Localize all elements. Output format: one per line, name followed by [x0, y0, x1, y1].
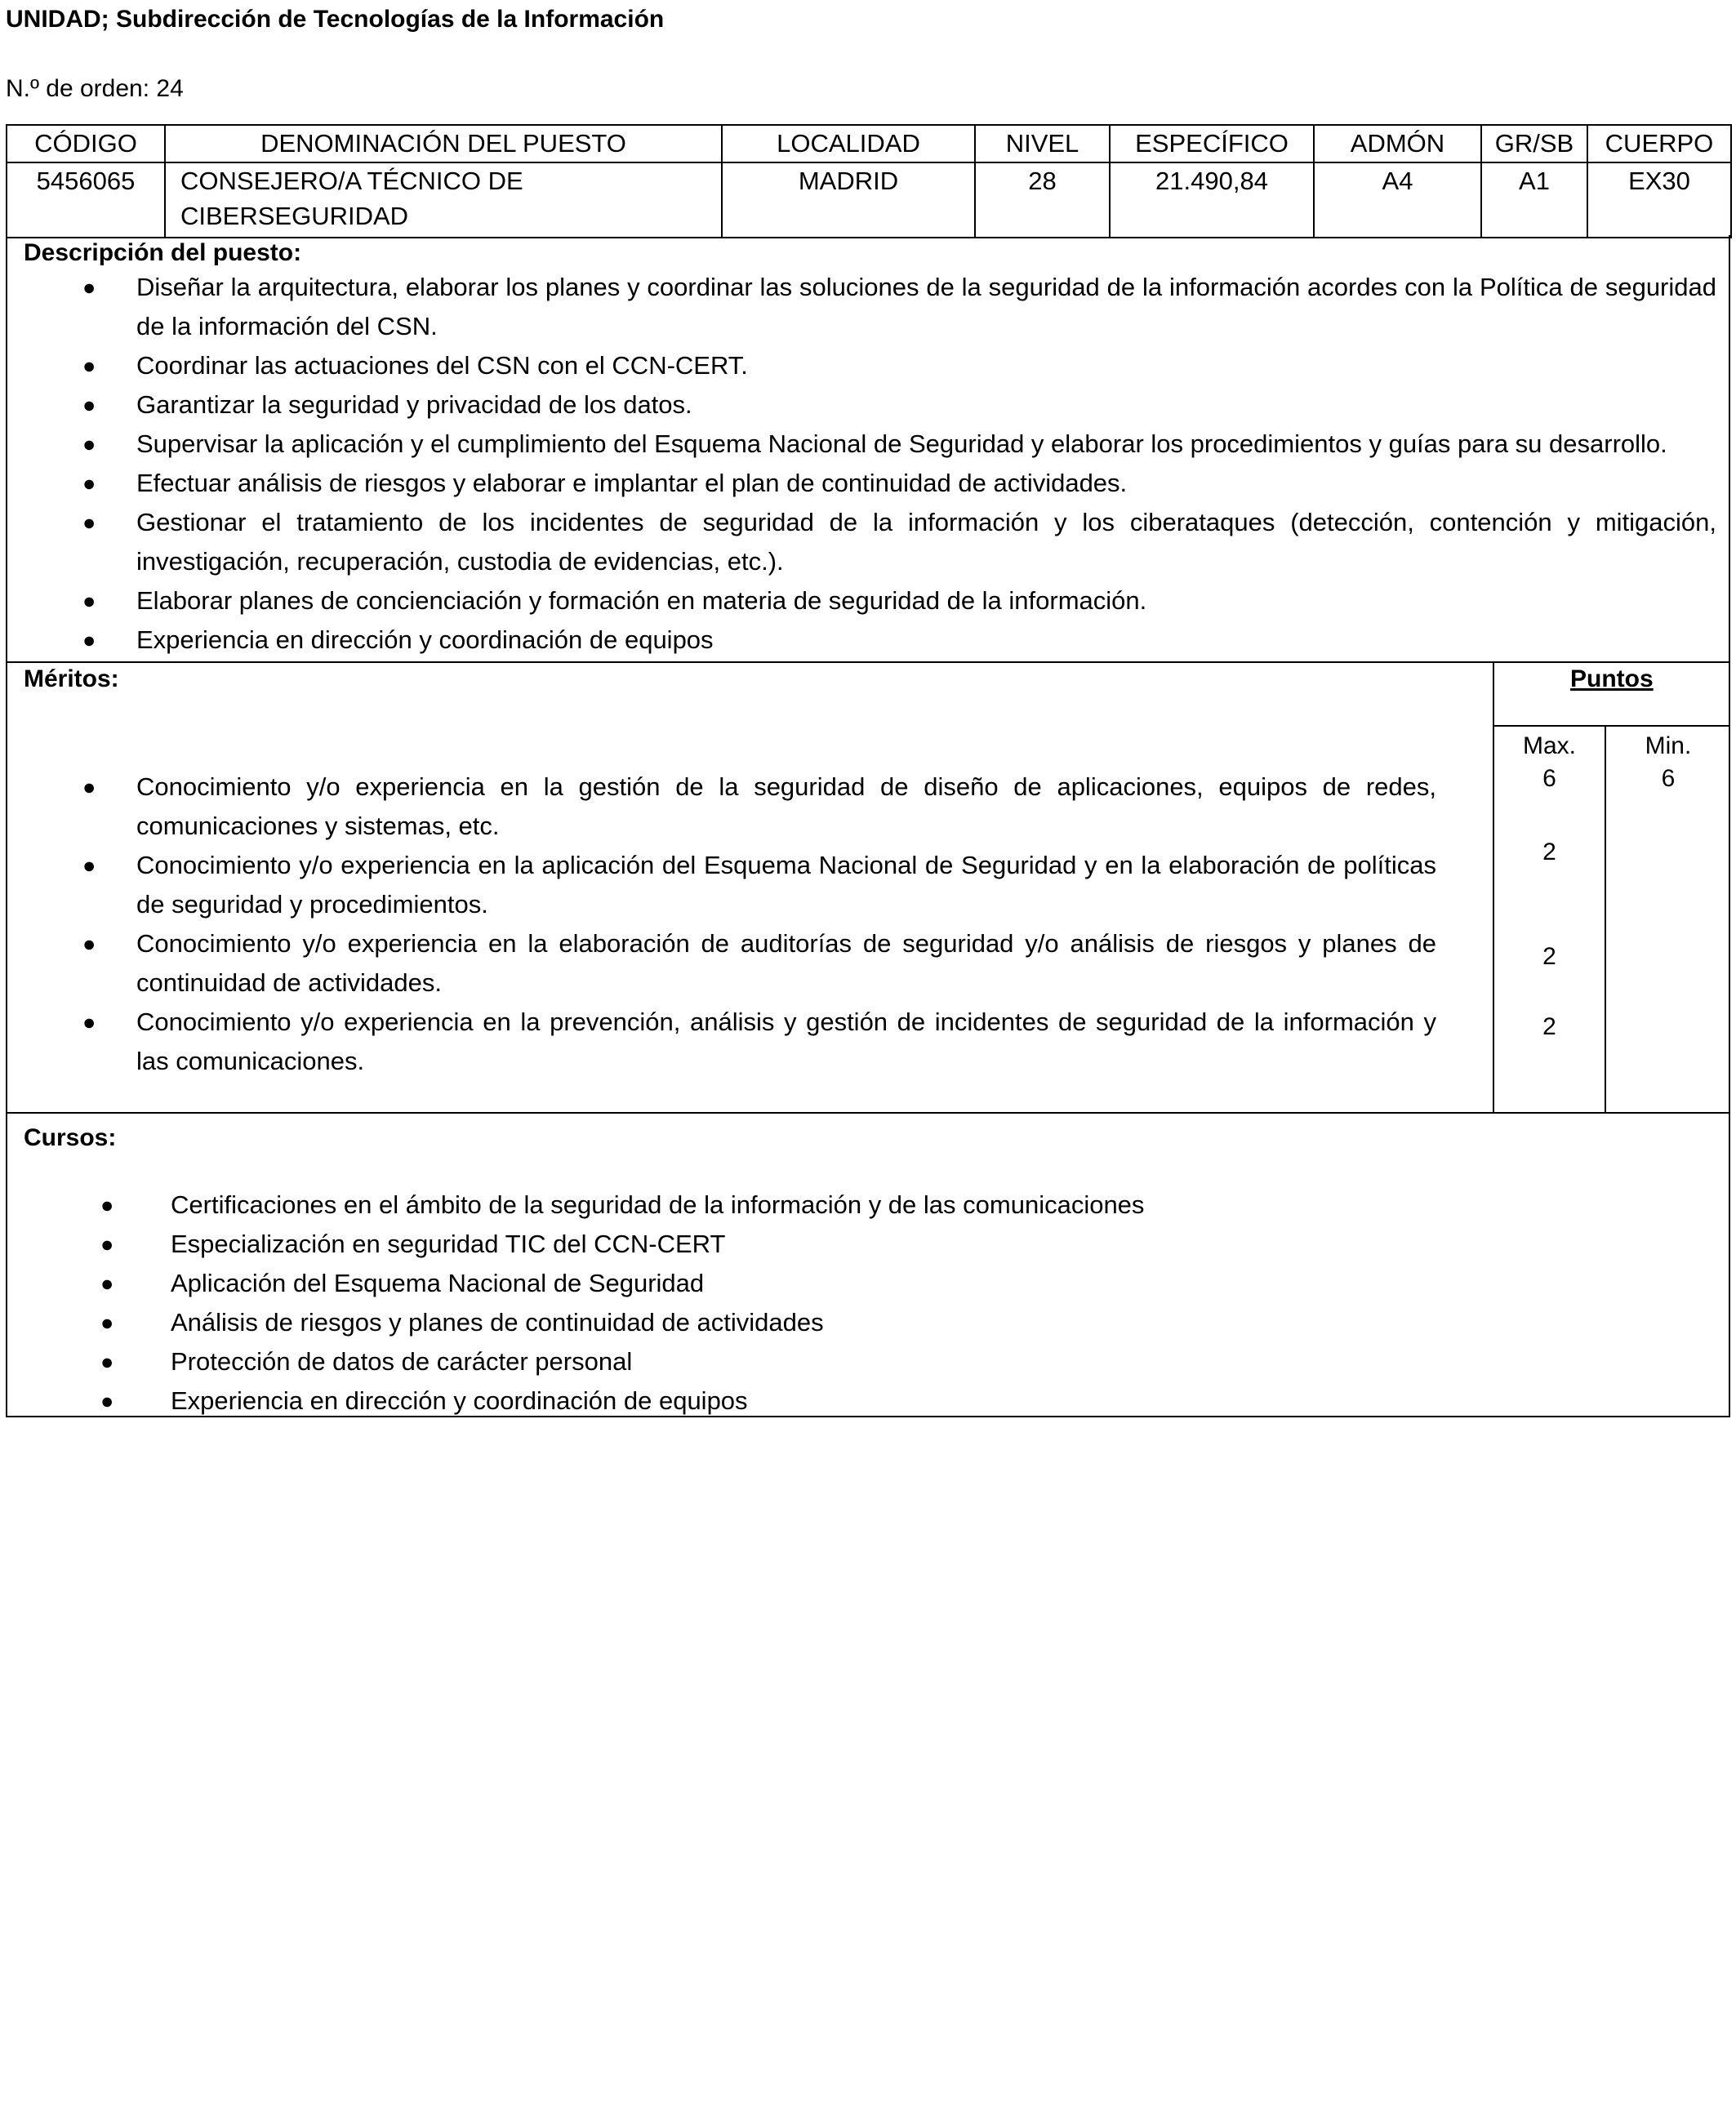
list-item: ● Coordinar las actuaciones del CSN con el CCN-CERT.	[136, 346, 1716, 385]
list-item: ● Análisis de riesgos y planes de continuidad de actividades	[171, 1303, 1640, 1342]
bullet-icon: ●	[100, 1232, 114, 1257]
header-localidad: LOCALIDAD	[722, 125, 975, 162]
bullet-icon: ●	[82, 393, 96, 417]
max-value: 2	[1542, 839, 1556, 865]
min-label: Min.	[1645, 732, 1692, 759]
header-cuerpo: CUERPO	[1587, 125, 1731, 162]
list-item: ● Protección de datos de carácter personal	[171, 1342, 1640, 1381]
cell-admon: A4	[1314, 162, 1481, 238]
bullet-icon: ●	[82, 275, 96, 300]
puntos-label: Puntos	[1570, 665, 1654, 692]
meritos-list	[82, 767, 1436, 1081]
cell-codigo: 5456065	[7, 162, 165, 238]
position-table	[6, 124, 1732, 238]
puntos-header-divider	[1493, 725, 1730, 727]
cell-especifico: 21.490,84	[1110, 162, 1314, 238]
list-item: ● Conocimiento y/o experiencia en la gestión de la seguridad de diseño de aplicaciones, equipos de redes, comunicaciones y sistemas, etc.	[136, 767, 1436, 846]
table-row	[7, 162, 1731, 238]
list-item: ● Conocimiento y/o experiencia en la aplicación del Esquema Nacional de Seguridad y en la elaboración de políticas de seguridad y procedimientos.	[136, 846, 1436, 924]
list-item: ● Elaborar planes de concienciación y formación en materia de seguridad de la información.	[136, 581, 1716, 621]
bullet-icon: ●	[100, 1389, 114, 1413]
header-denominacion: DENOMINACIÓN DEL PUESTO	[165, 125, 722, 162]
max-value: 2	[1542, 1013, 1556, 1040]
table-header-row	[7, 125, 1731, 162]
cursos-label: Cursos:	[24, 1124, 117, 1151]
descripcion-list	[82, 268, 1716, 660]
unit-title: UNIDAD; Subdirección de Tecnologías de la Información	[6, 6, 665, 33]
list-item: ● Aplicación del Esquema Nacional de Seguridad	[171, 1264, 1640, 1303]
list-item: ● Garantizar la seguridad y privacidad de los datos.	[136, 385, 1716, 425]
list-item: ● Supervisar la aplicación y el cumplimiento del Esquema Nacional de Seguridad y elaborar los procedimientos y guías para su desarrollo.	[136, 425, 1716, 464]
list-item: ● Especialización en seguridad TIC del CCN-CERT	[171, 1225, 1640, 1264]
bullet-icon: ●	[100, 1193, 114, 1217]
bullet-icon: ●	[82, 853, 96, 878]
bullet-icon: ●	[82, 510, 96, 535]
header-grsb: GR/SB	[1481, 125, 1587, 162]
bullet-icon: ●	[82, 432, 96, 456]
order-number: N.º de orden: 24	[6, 75, 184, 102]
header-admon: ADMÓN	[1314, 125, 1481, 162]
cursos-list	[100, 1186, 1640, 1421]
cell-denominacion	[165, 162, 722, 238]
list-item: ● Conocimiento y/o experiencia en la elaboración de auditorías de seguridad y/o análisis de riesgos y planes de continuidad de actividades.	[136, 924, 1436, 1003]
max-value: 6	[1542, 765, 1556, 792]
denominacion-line-1: CONSEJERO/A TÉCNICO DE	[180, 167, 523, 195]
bullet-icon: ●	[100, 1271, 114, 1296]
max-column	[1494, 730, 1605, 1040]
descripcion-label: Descripción del puesto:	[24, 239, 302, 266]
cell-nivel: 28	[975, 162, 1110, 238]
denominacion-line-2: CIBERSEGURIDAD	[180, 202, 409, 230]
min-value: 6	[1661, 765, 1676, 792]
bullet-icon: ●	[82, 471, 96, 496]
cell-localidad: MADRID	[722, 162, 975, 238]
bullet-icon: ●	[82, 932, 96, 956]
list-item: ● Certificaciones en el ámbito de la seguridad de la información y de las comunicaciones	[171, 1186, 1640, 1225]
list-item: ● Experiencia en dirección y coordinación de equipos	[171, 1381, 1640, 1421]
meritos-label: Méritos:	[24, 665, 119, 692]
bullet-icon: ●	[82, 589, 96, 613]
header-codigo: CÓDIGO	[7, 125, 165, 162]
max-value: 2	[1542, 943, 1556, 970]
bullet-icon: ●	[82, 1010, 96, 1034]
max-label: Max.	[1522, 732, 1576, 759]
header-especifico: ESPECÍFICO	[1110, 125, 1314, 162]
list-item: ● Gestionar el tratamiento de los incidentes de seguridad de la información y los ciberataques (detección, contención y mitigación, investigación, recuperación, custodia de evidencias, etc.).	[136, 503, 1716, 581]
cell-grsb: A1	[1481, 162, 1587, 238]
bullet-icon: ●	[82, 354, 96, 378]
list-item: ● Conocimiento y/o experiencia en la prevención, análisis y gestión de incidentes de seguridad de la información y las comunicaciones.	[136, 1003, 1436, 1081]
bullet-icon: ●	[82, 775, 96, 799]
list-item: ● Experiencia en dirección y coordinación de equipos	[136, 621, 1716, 660]
cell-cuerpo: EX30	[1587, 162, 1731, 238]
bullet-icon: ●	[100, 1310, 114, 1335]
list-item: ● Efectuar análisis de riesgos y elaborar e implantar el plan de continuidad de actividades.	[136, 464, 1716, 503]
bullet-icon: ●	[82, 628, 96, 652]
list-item: ● Diseñar la arquitectura, elaborar los planes y coordinar las soluciones de la seguridad de la información acordes con la Política de seguridad de la información del CSN.	[136, 268, 1716, 346]
min-column	[1606, 730, 1730, 795]
bullet-icon: ●	[100, 1350, 114, 1374]
header-nivel: NIVEL	[975, 125, 1110, 162]
